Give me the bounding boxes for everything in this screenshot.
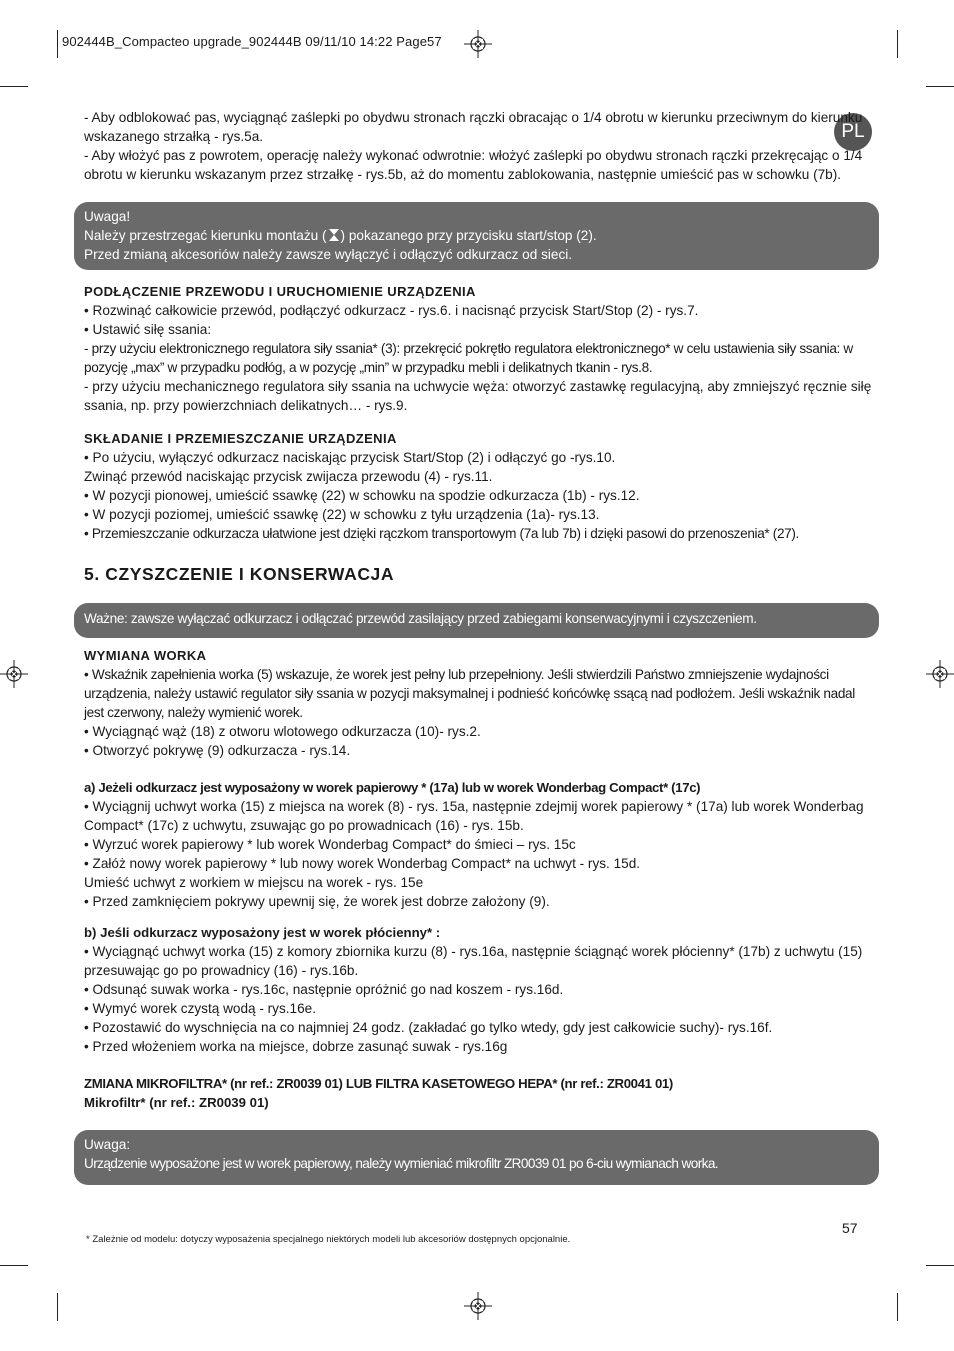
- section-heading: PODŁĄCZENIE PRZEWODU I URUCHOMIENIE URZĄDZENIA: [84, 284, 476, 299]
- crop-mark: [926, 1265, 954, 1266]
- page-number: 57: [842, 1220, 858, 1236]
- section-heading: SKŁADANIE I PRZEMIESZCZANIE URZĄDZENIA: [84, 431, 397, 446]
- crop-mark: [0, 1265, 28, 1266]
- note-line: Przed zmianą akcesoriów należy zawsze wyłączyć i odłączyć odkurzacz od sieci.: [84, 247, 573, 262]
- language-badge: PL: [834, 113, 872, 151]
- crop-mark: [57, 30, 58, 58]
- paragraph: • Wyrzuć worek papierowy * lub worek Wonderbag Compact* do śmieci – rys. 15c: [84, 837, 576, 852]
- paragraph: • Przed zamknięciem pokrywy upewnij się, że worek jest dobrze założony (9).: [84, 894, 550, 909]
- paragraph: - Aby włożyć pas z powrotem, operację należy wykonać odwrotnie: włożyć zaślepki po obydwu stronach rączki przekręcając o 1/4 obrotu w kierunku wskazanym przez strzałkę - rys.5b, aż do momentu zablokowania, następnie umieścić pas w schowku (7b).: [84, 148, 863, 182]
- note-line: Należy przestrzegać kierunku montażu ( ) pokazanego przy przycisku start/stop (2).: [84, 228, 597, 243]
- paragraph: • Wymyć worek czystą wodą - rys.16e.: [84, 1001, 317, 1016]
- paragraph: • Wyciągnąć uchwyt worka (15) z komory zbiornika kurzu (8) - rys.16a, następnie ściągnąć worek płócienny* (17b) z uchwytu (15) przesuwając go po prowadnicy (16) - rys.16b.: [84, 944, 863, 978]
- note-title: Uwaga!: [84, 209, 131, 224]
- paragraph: - Aby odblokować pas, wyciągnąć zaślepki po obydwu stronach rączki obracając o 1/4 obrotu w kierunku przeciwnym do kierunku wskazanego strzałką - rys.5a.: [84, 110, 863, 144]
- note-box: [74, 1130, 879, 1185]
- paragraph: • Odsunąć suwak worka - rys.16c, następnie opróżnić go nad koszem - rys.16d.: [84, 982, 564, 997]
- crop-mark: [57, 1293, 58, 1321]
- paragraph: • Przed włożeniem worka na miejsce, dobrze zasunąć suwak - rys.16g: [84, 1039, 508, 1054]
- paragraph: • Wskaźnik zapełnienia worka (5) wskazuje, że worek jest pełny lub przepełniony. Jeśli stwierdzili Państwo zmniejszenie wydajności urządzenia, należy ustawić regulator siły ssania w pozycji maksymalnej i podnieść końcówkę ssącą nad podłożem. Jeśli wskaźnik nadal jest czerwony, należy wymienić worek.: [84, 667, 855, 720]
- registration-mark-icon: [926, 660, 954, 688]
- registration-mark-icon: [0, 660, 28, 688]
- paragraph: • Po użyciu, wyłączyć odkurzacz naciskając przycisk Start/Stop (2) i odłączyć go -rys.10.: [84, 450, 616, 465]
- paragraph: • Wyciągnij uchwyt worka (15) z miejsca na worek (8) - rys. 15a, następnie zdejmij worek papierowy * (17a) lub worek Wonderbag Compact* (17c) z uchwytu, zsuwając go po prowadnicach (16) - rys. 15b.: [84, 799, 864, 833]
- section-heading: WYMIANA WORKA: [84, 648, 207, 663]
- subsection-heading: Mikrofiltr* (nr ref.: ZR0039 01): [84, 1095, 269, 1110]
- paragraph: - przy użyciu elektronicznego regulatora siły ssania* (3): przekręcić pokrętło regulatora elektronicznego* w celu ustawienia siły ssania: w pozycję „max” w przypadku podłóg, a w pozycję „min” w przypadku mebli i delikatnych tkanin - rys.8.: [84, 341, 853, 375]
- paragraph: • Otworzyć pokrywę (9) odkurzacza - rys.14.: [84, 743, 351, 758]
- paragraph: • W pozycji poziomej, umieścić ssawkę (22) w schowku z tyłu urządzenia (1a)- rys.13.: [84, 507, 600, 522]
- paragraph: - przy użyciu mechanicznego regulatora siły ssania na uchwycie węża: otworzyć zastawkę regulacyjną, aby zmniejszyć ręcznie siłę ssania, np. przy powierzchniach delikatnych… - rys.9.: [84, 379, 872, 413]
- footnote: * Zależnie od modelu: dotyczy wyposażenia specjalnego niektórych modeli lub akcesoriów dostępnych opcjonalnie.: [86, 1234, 571, 1245]
- paragraph: Zwinąć przewód naciskając przycisk zwijacza przewodu (4) - rys.11.: [84, 469, 493, 484]
- paragraph: • Wyciągnąć wąż (18) z otworu wlotowego odkurzacza (10)- rys.2.: [84, 724, 481, 739]
- crop-mark: [897, 30, 898, 58]
- warning-box: [74, 603, 879, 638]
- note-box: [74, 202, 879, 270]
- registration-mark-icon: [464, 30, 492, 58]
- subsection-heading: ZMIANA MIKROFILTRA* (nr ref.: ZR0039 01) LUB FILTRA KASETOWEGO HEPA* (nr ref.: ZR0041 01): [84, 1076, 673, 1091]
- registration-mark-icon: [464, 1292, 492, 1320]
- paragraph: • W pozycji pionowej, umieścić ssawkę (22) w schowku na spodzie odkurzacza (1b) - rys.12.: [84, 488, 640, 503]
- chapter-heading: 5. CZYSZCZENIE I KONSERWACJA: [84, 564, 395, 584]
- paragraph: • Przemieszczanie odkurzacza ułatwione jest dzięki rączkom transportowym (7a lub 7b) i dzięki pasowi do przenoszenia* (27).: [84, 526, 799, 541]
- paragraph: • Ustawić siłę ssania:: [84, 322, 212, 337]
- paragraph: • Załóż nowy worek papierowy * lub nowy worek Wonderbag Compact* na uchwyt - rys. 15d.: [84, 856, 641, 871]
- crop-mark: [926, 86, 954, 87]
- page-content: [84, 108, 874, 1185]
- note-line: Urządzenie wyposażone jest w worek papierowy, należy wymieniać mikrofiltr ZR0039 01 po 6-ciu wymianach worka.: [84, 1156, 718, 1171]
- note-title: Uwaga:: [84, 1137, 131, 1152]
- paragraph: • Pozostawić do wyschnięcia na co najmniej 24 godz. (zakładać go tylko wtedy, gdy jest całkowicie suchy)- rys.16f.: [84, 1020, 773, 1035]
- subsection-heading: b) Jeśli odkurzacz wyposażony jest w worek płócienny* :: [84, 925, 441, 940]
- print-slug: 902444B_Compacteo upgrade_902444B 09/11/10 14:22 Page57: [62, 34, 442, 49]
- mount-direction-icon: [328, 228, 340, 242]
- crop-mark: [0, 86, 28, 87]
- warning-text: Ważne: zawsze wyłączać odkurzacz i odłączać przewód zasilający przed zabiegami konserwacyjnymi i czyszczeniem.: [84, 611, 757, 626]
- paragraph: Umieść uchwyt z workiem w miejscu na worek - rys. 15e: [84, 875, 424, 890]
- paragraph: • Rozwinąć całkowicie przewód, podłączyć odkurzacz - rys.6. i nacisnąć przycisk Start/Stop (2) - rys.7.: [84, 303, 699, 318]
- subsection-heading: a) Jeżeli odkurzacz jest wyposażony w worek papierowy * (17a) lub w worek Wonderbag Compact* (17c): [84, 780, 701, 795]
- crop-mark: [897, 1293, 898, 1321]
